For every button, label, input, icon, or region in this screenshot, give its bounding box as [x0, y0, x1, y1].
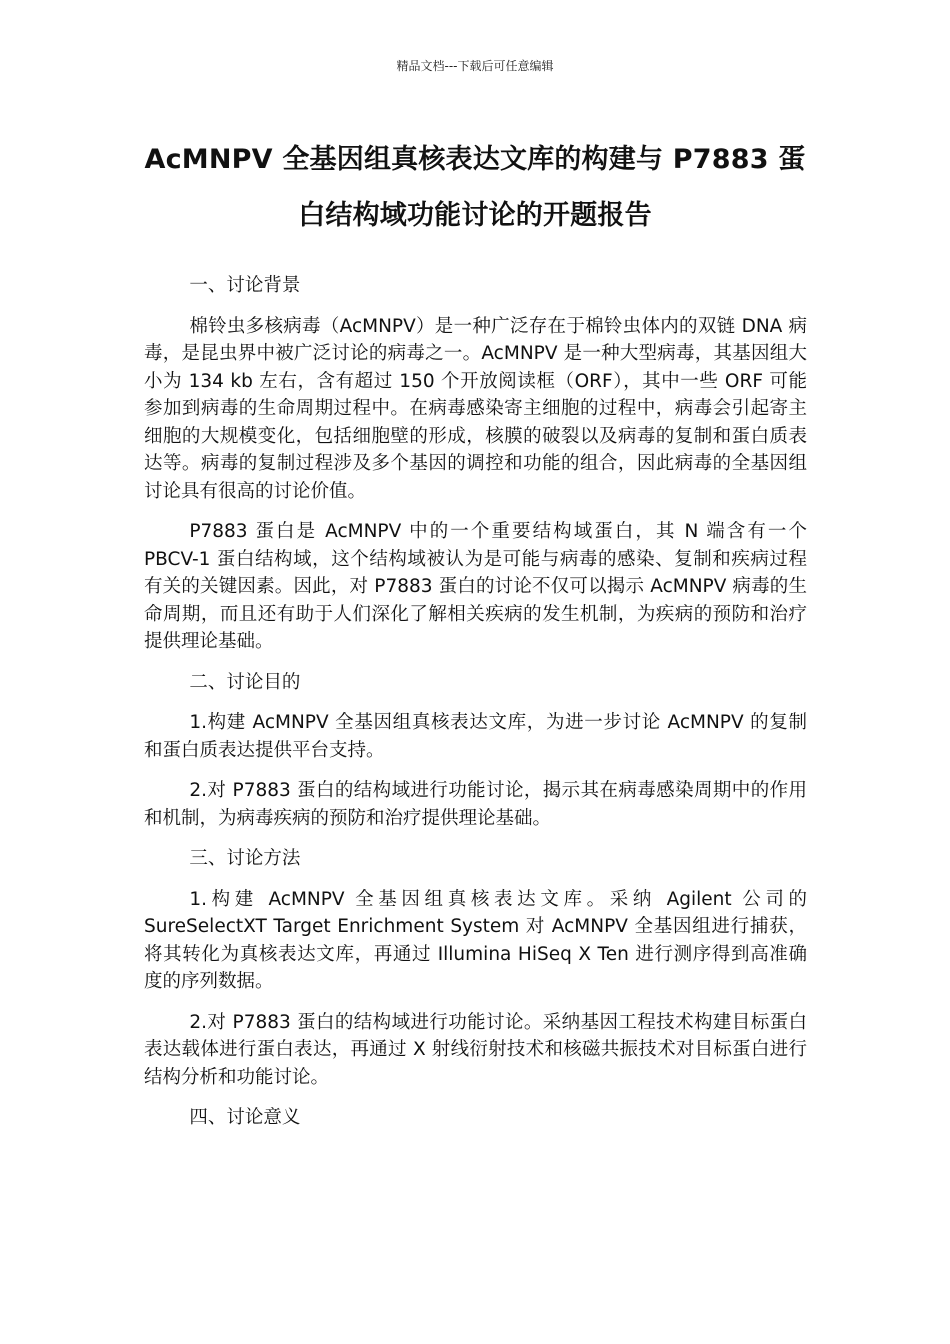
- section-objectives: [144, 669, 807, 833]
- section-background: [144, 272, 807, 656]
- section-heading: 一、讨论背景: [189, 275, 301, 296]
- body-paragraph: 2.对 P7883 蛋白的结构域进行功能讨论，揭示其在病毒感染周期中的作用和机制，为病毒疾病的预防和治疗提供理论基础。: [144, 780, 807, 829]
- section-methods: [144, 845, 807, 1091]
- body-paragraph: 1.构建 AcMNPV 全基因组真核表达文库，为进一步讨论 AcMNPV 的复制和蛋白质表达提供平台支持。: [144, 712, 807, 761]
- body-paragraph: 1.构建 AcMNPV 全基因组真核表达文库。采纳 Agilent 公司的 SureSelectXT Target Enrichment System 对 AcMNPV 全基因组进行捕获，将其转化为真核表达文库，再通过 Illumina HiSeq X Ten 进行测序得到高准确度的序列数据。: [144, 888, 807, 992]
- section-heading: 二、讨论目的: [189, 671, 301, 693]
- section-significance: [144, 1104, 807, 1132]
- body-paragraph: 棉铃虫多核病毒（AcMNPV）是一种广泛存在于棉铃虫体内的双链 DNA 病毒，是昆虫界中被广泛讨论的病毒之一。AcMNPV 是一种大型病毒，其基因组大小为 134 kb 左右，含有超过 150 个开放阅读框（ORF），其中一些 ORF 可能参加到病毒的生命周期过程中。在病毒感染寄主细胞的过程中，病毒会引起寄主细胞的大规模变化，包括细胞壁的形成，核膜的破裂以及病毒的复制和蛋白质表达等。病毒的复制过程涉及多个基因的调控和功能的组合，因此病毒的全基因组讨论具有很高的讨论价值。: [144, 315, 807, 502]
- body-paragraph: 2.对 P7883 蛋白的结构域进行功能讨论。采纳基因工程技术构建目标蛋白表达载体进行蛋白表达，再通过 X 射线衍射技术和核磁共振技术对目标蛋白进行结构分析和功能讨论。: [144, 1011, 807, 1088]
- section-heading: 四、讨论意义: [189, 1107, 301, 1128]
- body-paragraph: P7883 蛋白是 AcMNPV 中的一个重要结构域蛋白，其 N 端含有一个 PBCV-1 蛋白结构域，这个结构域被认为是可能与病毒的感染、复制和疾病过程有关的关键因素。因此，对 P7883 蛋白的讨论不仅可以揭示 AcMNPV 病毒的生命周期，而且还有助于人们深化了解相关疾病的发生机制，为疾病的预防和治疗提供理论基础。: [144, 521, 807, 652]
- document-title: AcMNPV 全基因组真核表达文库的构建与 P7883 蛋白结构域功能讨论的开题报告: [144, 144, 806, 231]
- document-body: [144, 272, 807, 1145]
- section-heading: 三、讨论方法: [189, 848, 301, 869]
- page-header-note: 精品文档---下载后可任意编辑: [396, 59, 554, 73]
